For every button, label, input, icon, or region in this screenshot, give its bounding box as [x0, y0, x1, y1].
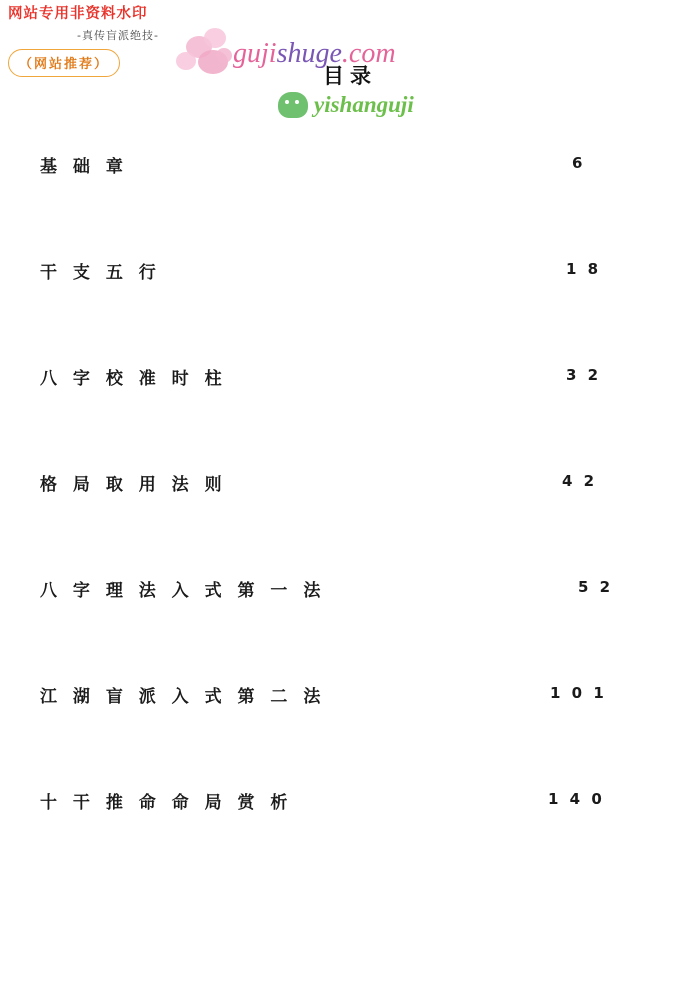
toc-entry-label: 八 字 校 准 时 柱 [40, 369, 227, 389]
toc-entry-page: 4 2 [562, 472, 598, 490]
toc-entry[interactable] [0, 660, 700, 766]
wechat-account-name: yishanguji [314, 92, 414, 117]
toc-entry-label: 十 干 推 命 命 局 赏 析 [40, 793, 293, 813]
toc-entry-label: 基 础 章 [40, 157, 128, 177]
watermark-wechat [278, 92, 414, 118]
toc-entry-label: 干 支 五 行 [40, 263, 161, 283]
toc-entry[interactable] [0, 342, 700, 448]
toc-entry[interactable] [0, 554, 700, 660]
toc-entry-page: 3 2 [566, 366, 602, 384]
flower-petal-icon [204, 28, 226, 48]
toc-entry-page: 6 [572, 154, 586, 172]
page-title: 目录 [323, 64, 377, 88]
toc-entry-label: 八 字 理 法 入 式 第 一 法 [40, 581, 326, 601]
toc-entry-page: 1 0 1 [550, 684, 607, 702]
toc-entry-page: 5 2 [578, 578, 614, 596]
site-url-part-1: guji [233, 38, 277, 69]
wechat-icon [278, 92, 308, 118]
site-url-part-3: .com [341, 38, 396, 69]
toc-entry[interactable] [0, 236, 700, 342]
table-of-contents [0, 130, 700, 872]
toc-entry-page: 1 8 [566, 260, 602, 278]
watermark-recommend-badge: （网站推荐） [8, 49, 120, 77]
watermark-subtitle-text: -真传盲派绝技- [77, 29, 159, 42]
site-url-part-2: shuge [276, 38, 342, 69]
toc-entry[interactable] [0, 448, 700, 554]
watermark-red-text: 网站专用非资料水印 [8, 6, 148, 22]
toc-entry[interactable] [0, 766, 700, 872]
toc-entry-label: 格 局 取 用 法 则 [40, 475, 227, 495]
toc-entry-page: 1 4 0 [548, 790, 605, 808]
toc-entry-label: 江 湖 盲 派 入 式 第 二 法 [40, 687, 326, 707]
toc-entry[interactable] [0, 130, 700, 236]
